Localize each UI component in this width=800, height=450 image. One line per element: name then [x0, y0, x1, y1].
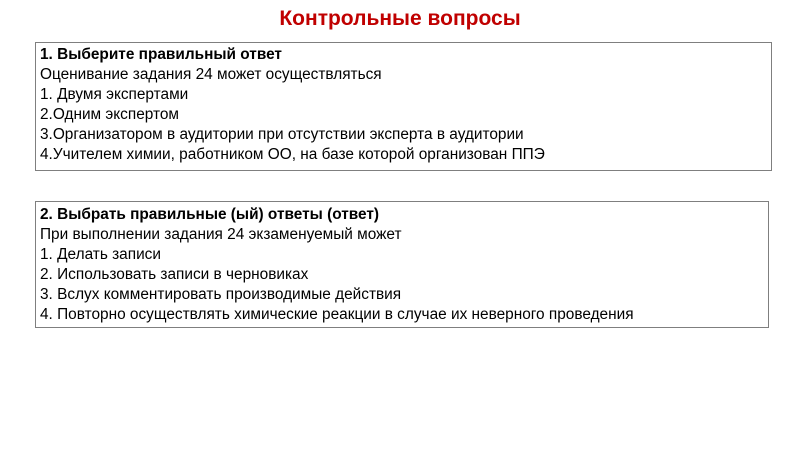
question-1-option-2: 2.Одним экспертом — [40, 106, 179, 123]
question-2-option-3: 3. Вслух комментировать производимые действия — [40, 286, 402, 303]
slide-title: Контрольные вопросы — [279, 7, 521, 30]
question-2-option-2: 2. Использовать записи в черновиках — [40, 266, 309, 283]
question-2-option-4: 4. Повторно осуществлять химические реакции в случае их неверного проведения — [40, 306, 634, 323]
question-2-option-1: 1. Делать записи — [40, 246, 161, 263]
question-2-box — [35, 201, 769, 328]
question-2-heading: 2. Выбрать правильные (ый) ответы (ответ) — [40, 206, 380, 223]
question-2-prompt: При выполнении задания 24 экзаменуемый может — [40, 226, 402, 243]
question-1-option-4: 4.Учителем химии, работником ОО, на базе которой организован ППЭ — [40, 146, 545, 163]
question-1-option-3: 3.Организатором в аудитории при отсутствии эксперта в аудитории — [40, 126, 524, 143]
question-1-option-1: 1. Двумя экспертами — [40, 86, 189, 103]
question-1-box — [35, 42, 772, 171]
question-1-prompt: Оценивание задания 24 может осуществляться — [40, 66, 382, 83]
question-1-heading: 1. Выберите правильный ответ — [40, 46, 282, 63]
